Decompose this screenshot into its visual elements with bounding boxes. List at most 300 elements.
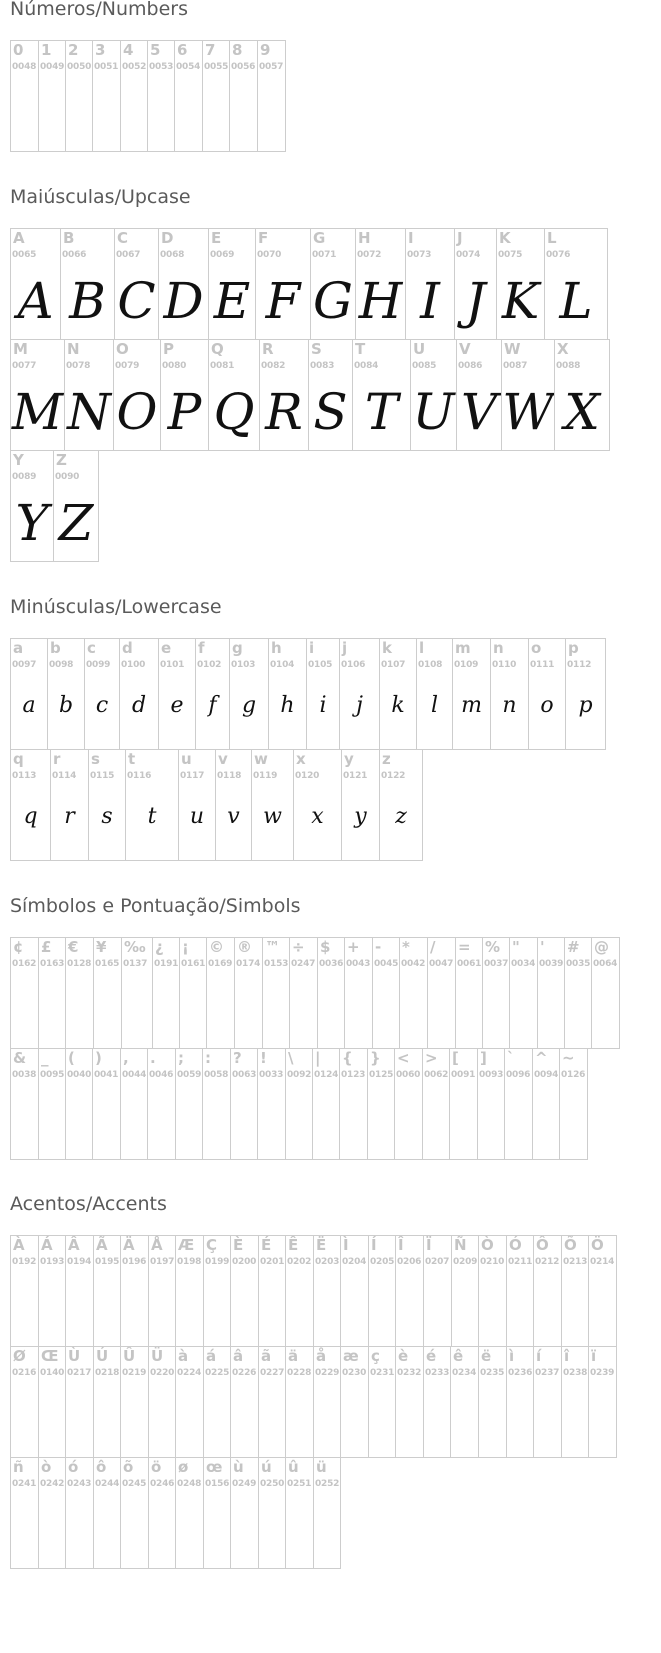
glyph-code-label: 0043	[346, 959, 371, 969]
glyph-code-label: 0191	[154, 959, 179, 969]
glyph-code-label: 0064	[593, 959, 618, 969]
glyph-character-label: B	[63, 229, 75, 247]
glyph-code-label: 0251	[287, 1479, 312, 1489]
glyph-cell	[259, 339, 309, 451]
glyph-character-label: N	[67, 340, 80, 358]
glyph-cell	[339, 1048, 368, 1160]
glyph-cell	[456, 339, 502, 451]
glyph-code-label: 0054	[176, 62, 201, 72]
glyph-code-label: 0125	[369, 1070, 394, 1080]
glyph-cell	[313, 1235, 341, 1347]
glyph-cell	[352, 339, 411, 451]
glyph-code-label: 0124	[314, 1070, 339, 1080]
glyph-character-label: è	[398, 1347, 409, 1365]
glyph-code-label: 0213	[563, 1257, 588, 1267]
glyph-character-label: €	[68, 938, 79, 956]
glyph-code-label: 0082	[261, 361, 286, 371]
glyph-character-label: v	[218, 750, 228, 768]
glyph-code-label: 0198	[177, 1257, 202, 1267]
glyph-code-label: 0241	[12, 1479, 37, 1489]
glyph-character-label: c	[87, 639, 96, 657]
glyph-code-label: 0232	[397, 1368, 422, 1378]
glyph-cell	[313, 1346, 341, 1458]
glyph-code-label: 0211	[508, 1257, 533, 1267]
glyph-preview: V	[460, 383, 498, 441]
glyph-cell	[561, 1235, 589, 1347]
glyph-code-label: 0117	[180, 771, 205, 781]
glyph-cell	[368, 1235, 396, 1347]
glyph-preview: S	[313, 383, 348, 441]
glyph-character-label: à	[178, 1347, 189, 1365]
glyph-code-label: 0123	[341, 1070, 366, 1080]
glyph-cell	[379, 638, 417, 750]
glyph-character-label: >	[425, 1049, 438, 1067]
glyph-cell	[147, 1048, 176, 1160]
glyph-code-label: 0094	[534, 1070, 559, 1080]
glyph-cell	[10, 339, 65, 451]
section-title-lowercase: Minúsculas/Lowercase	[10, 596, 222, 618]
glyph-cell	[64, 339, 114, 451]
glyph-code-label: 0110	[492, 660, 517, 670]
glyph-cell	[125, 749, 179, 861]
glyph-character-label: Ã	[96, 1236, 108, 1254]
glyph-cell	[120, 1235, 149, 1347]
glyph-character-label: o	[531, 639, 542, 657]
glyph-cell	[506, 1346, 534, 1458]
glyph-code-label: 0035	[566, 959, 591, 969]
glyph-code-label: 0037	[484, 959, 509, 969]
glyph-preview: E	[213, 272, 251, 330]
glyph-code-label: 0126	[561, 1070, 586, 1080]
glyph-character-label: =	[458, 938, 471, 956]
glyph-cell	[178, 749, 216, 861]
glyph-preview: j	[356, 693, 363, 718]
glyph-cell	[410, 339, 457, 451]
glyph-cell	[38, 937, 66, 1049]
glyph-cell	[255, 228, 311, 340]
glyph-character-label: y	[344, 750, 354, 768]
glyph-character-label: U	[413, 340, 426, 358]
glyph-cell	[229, 40, 258, 152]
glyph-cell	[544, 228, 608, 340]
glyph-cell	[496, 228, 545, 340]
glyph-code-label: 0092	[287, 1070, 312, 1080]
glyph-code-label: 0200	[232, 1257, 257, 1267]
glyph-code-label: 0104	[270, 660, 295, 670]
glyph-character-label: œ	[206, 1458, 223, 1476]
glyph-code-label: 0075	[498, 250, 523, 260]
glyph-character-label: á	[206, 1347, 217, 1365]
glyph-preview: a	[22, 693, 36, 718]
glyph-code-label: 0102	[197, 660, 222, 670]
glyph-cell	[230, 1457, 259, 1569]
glyph-code-label: 0098	[49, 660, 74, 670]
glyph-cell	[340, 1346, 369, 1458]
glyph-code-label: 0039	[539, 959, 564, 969]
glyph-cell	[312, 1048, 340, 1160]
glyph-character-label: C	[117, 229, 129, 247]
glyph-preview: W	[502, 383, 554, 441]
glyph-cell	[10, 749, 51, 861]
glyph-preview: Z	[58, 494, 94, 552]
glyph-cell	[395, 1235, 424, 1347]
glyph-character-label: õ	[123, 1458, 134, 1476]
glyph-character-label: l	[419, 639, 425, 657]
glyph-cell	[92, 40, 121, 152]
glyph-cell	[289, 937, 318, 1049]
glyph-code-label: 0101	[160, 660, 185, 670]
glyph-code-label: 0056	[231, 62, 256, 72]
glyph-character-label: 2	[68, 41, 79, 59]
glyph-preview: g	[241, 693, 257, 718]
glyph-character-label: 7	[205, 41, 216, 59]
glyph-cell	[532, 1048, 560, 1160]
glyph-cell	[47, 638, 85, 750]
glyph-character-label: ó	[68, 1458, 79, 1476]
glyph-character-label: *	[402, 938, 410, 956]
glyph-character-label: -	[375, 938, 382, 956]
glyph-code-label: 0156	[205, 1479, 230, 1489]
glyph-character-label: {	[342, 1049, 353, 1067]
glyph-cell	[92, 1048, 121, 1160]
glyph-character-label: F	[258, 229, 269, 247]
glyph-character-label: !	[260, 1049, 267, 1067]
section-title-upcase: Maiúsculas/Upcase	[10, 186, 191, 208]
glyph-code-label: 0235	[480, 1368, 505, 1378]
glyph-character-label: ø	[178, 1458, 189, 1476]
glyph-cell	[202, 1048, 231, 1160]
glyph-cell	[10, 1346, 39, 1458]
glyph-code-label: 0078	[66, 361, 91, 371]
glyph-cell	[379, 749, 423, 861]
glyph-cell	[310, 228, 356, 340]
glyph-cell	[561, 1346, 589, 1458]
glyph-cell	[258, 1457, 286, 1569]
glyph-code-label: 0084	[354, 361, 379, 371]
glyph-character-label: Ú	[96, 1347, 109, 1365]
glyph-code-label: 0115	[90, 771, 115, 781]
glyph-character-label: m	[455, 639, 471, 657]
glyph-character-label: ë	[481, 1347, 492, 1365]
glyph-character-label: Ø	[13, 1347, 26, 1365]
glyph-code-label: 0203	[315, 1257, 340, 1267]
glyph-code-label: 0234	[452, 1368, 477, 1378]
glyph-cell	[416, 638, 453, 750]
glyph-preview: q	[23, 804, 38, 829]
glyph-cell	[405, 228, 455, 340]
glyph-code-label: 0209	[453, 1257, 478, 1267]
glyph-character-label: Q	[211, 340, 224, 358]
glyph-cell	[10, 1235, 39, 1347]
glyph-character-label: <	[397, 1049, 410, 1067]
glyph-code-label: 0096	[506, 1070, 531, 1080]
glyph-code-label: 0169	[208, 959, 233, 969]
glyph-cell	[588, 1346, 617, 1458]
glyph-code-label: 0050	[67, 62, 92, 72]
glyph-cell	[251, 749, 294, 861]
glyph-cell	[565, 638, 606, 750]
glyph-character-label: J	[457, 229, 463, 247]
glyph-cell	[65, 1346, 94, 1458]
glyph-cell	[533, 1235, 562, 1347]
glyph-cell	[10, 450, 54, 562]
glyph-cell	[258, 1235, 286, 1347]
glyph-code-label: 0085	[412, 361, 437, 371]
glyph-character-label: "	[512, 938, 520, 956]
glyph-character-label: $	[320, 938, 331, 956]
glyph-character-label: Ì	[343, 1236, 349, 1254]
glyph-cell	[60, 228, 115, 340]
glyph-code-label: 0088	[556, 361, 581, 371]
glyph-code-label: 0228	[287, 1368, 312, 1378]
glyph-code-label: 0239	[590, 1368, 615, 1378]
glyph-cell	[395, 1346, 424, 1458]
glyph-code-label: 0250	[260, 1479, 285, 1489]
glyph-character-label: ?	[233, 1049, 242, 1067]
glyph-code-label: 0204	[342, 1257, 367, 1267]
glyph-code-label: 0057	[259, 62, 284, 72]
glyph-character-label: ,	[123, 1049, 129, 1067]
glyph-cell	[113, 339, 161, 451]
glyph-cell	[175, 1048, 203, 1160]
glyph-character-label: K	[499, 229, 511, 247]
glyph-cell	[257, 1048, 286, 1160]
glyph-cell	[10, 228, 61, 340]
glyph-code-label: 0247	[291, 959, 316, 969]
glyph-character-label: 6	[177, 41, 188, 59]
glyph-character-label: 0	[13, 41, 24, 59]
glyph-code-label: 0220	[150, 1368, 175, 1378]
glyph-character-label: ©	[209, 938, 224, 956]
glyph-character-label: û	[288, 1458, 299, 1476]
glyph-cell	[313, 1457, 341, 1569]
glyph-character-label: q	[13, 750, 24, 768]
glyph-code-label: 0161	[181, 959, 206, 969]
glyph-character-label: w	[254, 750, 268, 768]
glyph-code-label: 0046	[149, 1070, 174, 1080]
glyph-cell	[422, 1048, 450, 1160]
glyph-cell	[208, 339, 260, 451]
glyph-character-label: Ë	[316, 1236, 327, 1254]
glyph-cell	[50, 749, 89, 861]
glyph-character-label: Ó	[509, 1236, 522, 1254]
glyph-preview: m	[461, 693, 482, 718]
glyph-cell	[179, 937, 207, 1049]
glyph-preview: T	[364, 383, 399, 441]
glyph-character-label: .	[150, 1049, 156, 1067]
glyph-code-label: 0045	[374, 959, 399, 969]
glyph-cell	[478, 1346, 507, 1458]
glyph-code-label: 0246	[150, 1479, 175, 1489]
glyph-cell	[93, 1457, 121, 1569]
glyph-code-label: 0227	[260, 1368, 285, 1378]
glyph-cell	[206, 937, 235, 1049]
glyph-code-label: 0231	[370, 1368, 395, 1378]
glyph-code-label: 0245	[122, 1479, 147, 1489]
glyph-character-label: ô	[96, 1458, 107, 1476]
glyph-preview: d	[131, 693, 147, 718]
glyph-code-label: 0076	[546, 250, 571, 260]
glyph-character-label: Î	[398, 1236, 404, 1254]
glyph-code-label: 0163	[40, 959, 65, 969]
glyph-cell	[38, 1457, 66, 1569]
glyph-code-label: 0229	[315, 1368, 340, 1378]
glyph-code-label: 0226	[232, 1368, 257, 1378]
glyph-character-label: 8	[232, 41, 243, 59]
glyph-character-label: V	[459, 340, 471, 358]
glyph-code-label: 0060	[396, 1070, 421, 1080]
glyph-character-label: Û	[123, 1347, 136, 1365]
glyph-cell	[65, 1048, 93, 1160]
glyph-code-label: 0225	[205, 1368, 230, 1378]
glyph-cell	[504, 1048, 533, 1160]
glyph-code-label: 0059	[177, 1070, 202, 1080]
glyph-cell	[450, 1346, 479, 1458]
glyph-character-label: g	[232, 639, 243, 657]
glyph-character-label: W	[504, 340, 521, 358]
glyph-cell	[423, 1235, 452, 1347]
glyph-code-label: 0044	[122, 1070, 147, 1080]
glyph-cell	[454, 228, 497, 340]
glyph-cell	[229, 638, 269, 750]
glyph-code-label: 0052	[122, 62, 147, 72]
glyph-cell	[344, 937, 373, 1049]
glyph-character-label: ã	[261, 1347, 272, 1365]
glyph-character-label: Ä	[123, 1236, 135, 1254]
glyph-character-label: ¡	[182, 938, 189, 956]
glyph-code-label: 0083	[310, 361, 335, 371]
glyph-code-label: 0140	[40, 1368, 65, 1378]
glyph-character-label: ^	[535, 1049, 548, 1067]
glyph-character-label: À	[13, 1236, 25, 1254]
glyph-character-label: #	[567, 938, 580, 956]
glyph-cell	[427, 937, 456, 1049]
glyph-cell	[477, 1048, 505, 1160]
glyph-code-label: 0153	[264, 959, 289, 969]
glyph-character-label: M	[13, 340, 28, 358]
glyph-cell	[158, 638, 196, 750]
glyph-code-label: 0218	[95, 1368, 120, 1378]
glyph-character-label: ñ	[13, 1458, 24, 1476]
glyph-preview: R	[265, 383, 303, 441]
glyph-cell	[257, 40, 286, 152]
glyph-cell	[38, 1048, 66, 1160]
glyph-character-label: @	[594, 938, 609, 956]
glyph-preview: I	[420, 272, 440, 330]
glyph-cell	[208, 228, 256, 340]
glyph-code-label: 0214	[590, 1257, 615, 1267]
glyph-character-label: G	[313, 229, 326, 247]
glyph-preview: f	[208, 693, 217, 718]
glyph-character-label: ì	[509, 1347, 515, 1365]
glyph-character-label: I	[408, 229, 414, 247]
glyph-code-label: 0113	[12, 771, 37, 781]
glyph-character-label: L	[547, 229, 557, 247]
glyph-cell	[175, 1235, 204, 1347]
glyph-cell	[285, 1235, 314, 1347]
glyph-code-label: 0079	[115, 361, 140, 371]
glyph-character-label: ü	[316, 1458, 327, 1476]
glyph-cell	[339, 638, 380, 750]
glyph-preview: P	[167, 383, 202, 441]
section-title-accents: Acentos/Accents	[10, 1193, 167, 1215]
glyph-preview: t	[147, 804, 157, 829]
glyph-preview: B	[69, 272, 106, 330]
glyph-preview: k	[391, 693, 405, 718]
glyph-cell	[262, 937, 290, 1049]
glyph-code-label: 0174	[236, 959, 261, 969]
glyph-code-label: 0103	[231, 660, 256, 670]
glyph-character-label: R	[262, 340, 274, 358]
glyph-cell	[317, 937, 345, 1049]
glyph-code-label: 0034	[511, 959, 536, 969]
glyph-character-label: f	[198, 639, 205, 657]
glyph-preview: z	[395, 804, 407, 829]
glyph-cell	[533, 1346, 562, 1458]
glyph-code-label: 0244	[95, 1479, 120, 1489]
glyph-character-label: å	[316, 1347, 327, 1365]
glyph-cell	[148, 1346, 176, 1458]
glyph-character-label: %	[485, 938, 501, 956]
glyph-code-label: 0081	[210, 361, 235, 371]
glyph-code-label: 0206	[397, 1257, 422, 1267]
glyph-cell	[38, 1235, 66, 1347]
glyph-cell	[293, 749, 342, 861]
glyph-preview: y	[354, 804, 367, 829]
glyph-character-label: ®	[237, 938, 252, 956]
glyph-preview: U	[412, 383, 455, 441]
glyph-code-label: 0114	[52, 771, 77, 781]
glyph-cell	[120, 1346, 149, 1458]
glyph-character-label: 9	[260, 41, 271, 59]
glyph-character-label: k	[382, 639, 392, 657]
glyph-code-label: 0194	[67, 1257, 92, 1267]
glyph-character-label: ö	[151, 1458, 162, 1476]
glyph-character-label: D	[161, 229, 174, 247]
glyph-cell	[203, 1346, 231, 1458]
glyph-cell	[175, 1457, 204, 1569]
glyph-preview: u	[189, 804, 205, 829]
glyph-code-label: 0230	[342, 1368, 367, 1378]
glyph-character-label: u	[181, 750, 192, 768]
glyph-character-label: Ñ	[454, 1236, 467, 1254]
glyph-code-label: 0068	[160, 250, 185, 260]
glyph-cell	[355, 228, 406, 340]
glyph-character-label: [	[452, 1049, 459, 1067]
glyph-cell	[93, 1235, 121, 1347]
glyph-cell	[202, 40, 230, 152]
glyph-cell	[285, 1457, 314, 1569]
glyph-preview: J	[465, 272, 486, 330]
glyph-cell	[114, 228, 159, 340]
glyph-character-label: s	[91, 750, 100, 768]
glyph-character-label: ò	[41, 1458, 52, 1476]
glyph-code-label: 0073	[407, 250, 432, 260]
glyph-character-label: Ç	[206, 1236, 218, 1254]
glyph-cell	[10, 1457, 39, 1569]
glyph-character-label: S	[311, 340, 322, 358]
glyph-cell	[367, 1048, 395, 1160]
glyph-character-label: È	[233, 1236, 244, 1254]
glyph-cell	[203, 1457, 231, 1569]
glyph-cell	[537, 937, 565, 1049]
glyph-code-label: 0193	[40, 1257, 65, 1267]
glyph-preview: Y	[15, 494, 49, 552]
glyph-character-label: ê	[453, 1347, 464, 1365]
glyph-cell	[93, 1346, 121, 1458]
glyph-code-label: 0121	[343, 771, 368, 781]
glyph-character-label: h	[271, 639, 282, 657]
